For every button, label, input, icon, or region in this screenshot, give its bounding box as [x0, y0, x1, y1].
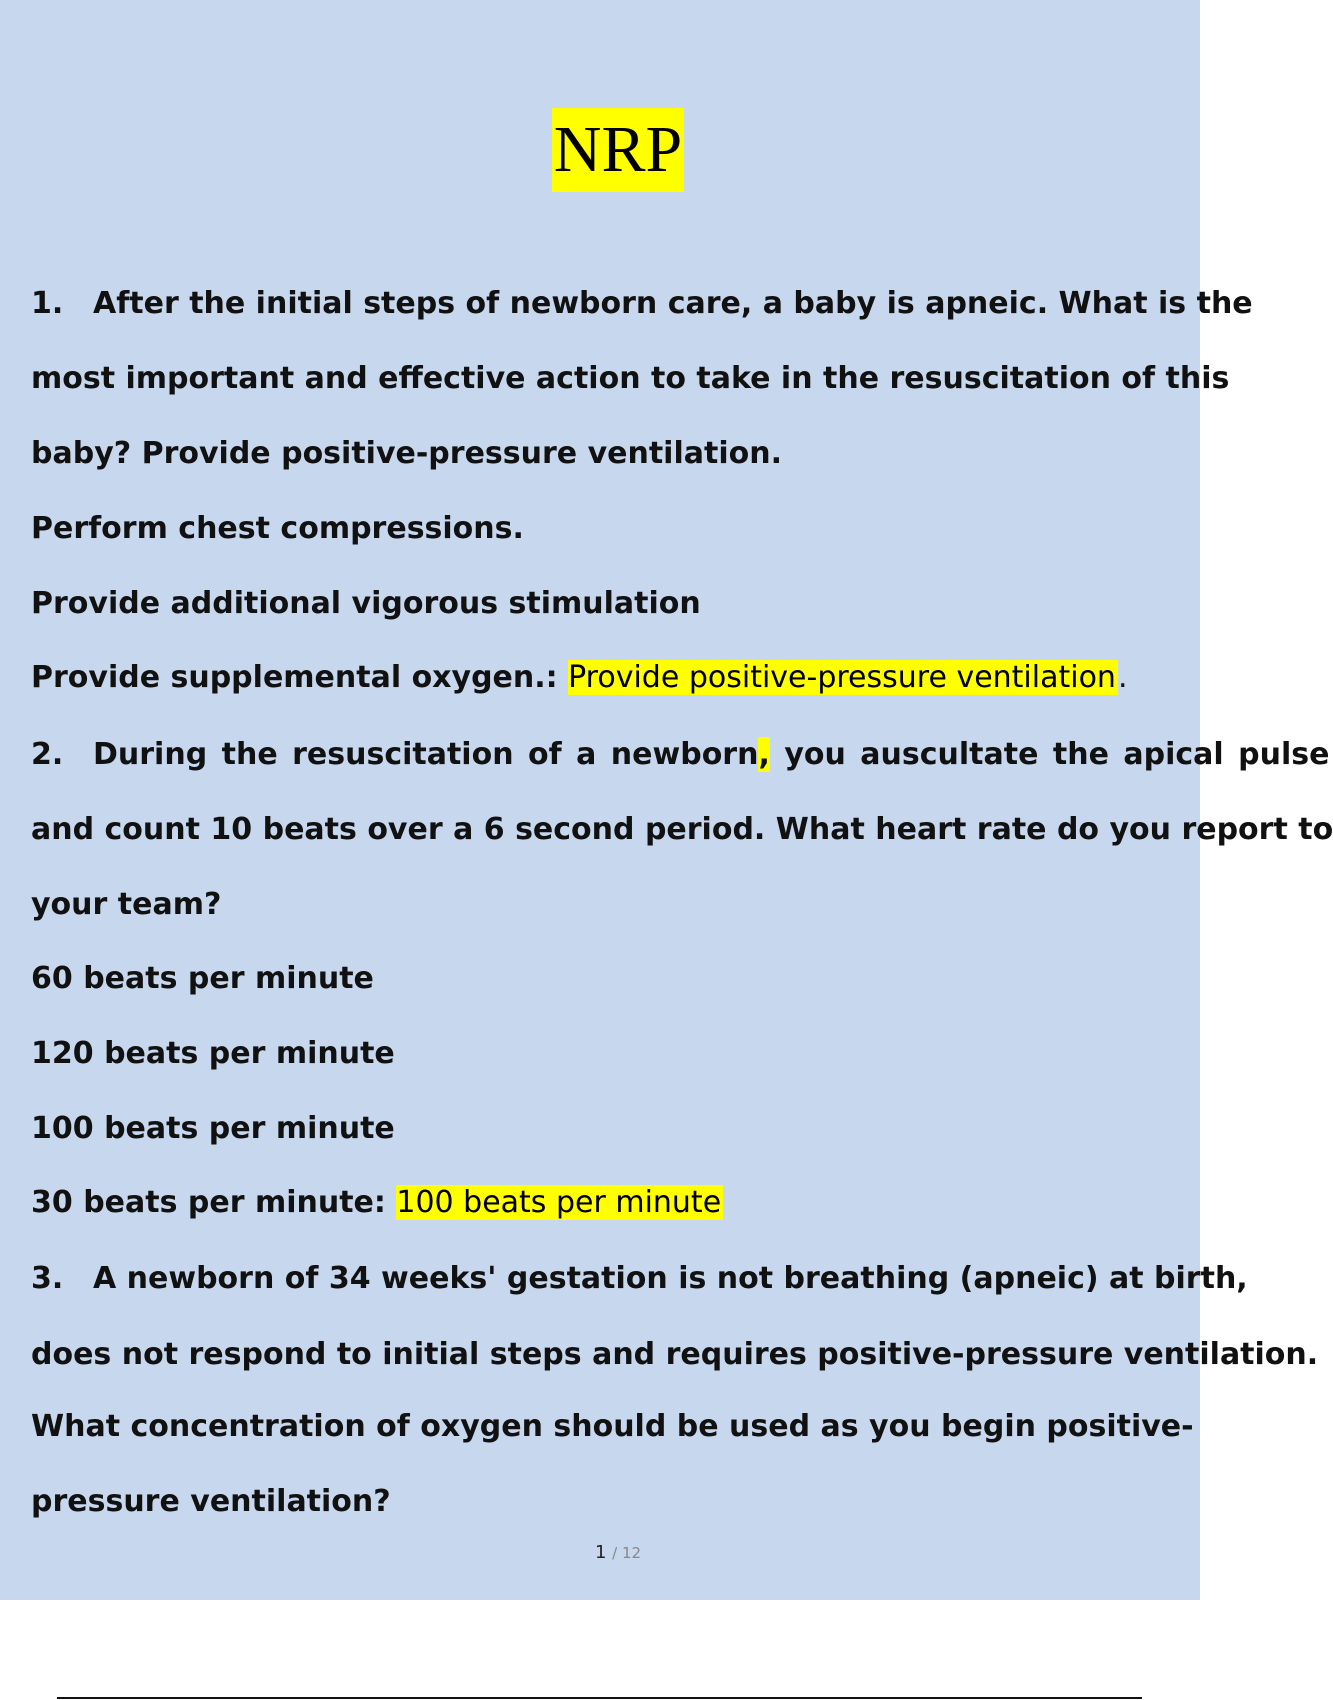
question-3-line-2: does not respond to initial steps and requires positive-pressure ventilation. — [31, 1337, 1319, 1372]
question-1-answer-period: . — [1117, 660, 1128, 695]
question-2-comma-mark: , — [758, 737, 770, 772]
question-2-option-4 — [31, 1182, 723, 1224]
question-1-option-3-text: Provide supplemental oxygen.: — [31, 660, 558, 695]
question-1-line-3: baby? Provide positive-pressure ventilation. — [31, 436, 782, 471]
question-3-line-1 — [31, 1258, 1248, 1300]
question-2-answer-highlight: 100 beats per minute — [396, 1185, 722, 1220]
question-2-number: 2. — [31, 737, 64, 772]
question-2-option-4-text: 30 beats per minute: — [31, 1185, 386, 1220]
question-1-line-1 — [31, 283, 1253, 325]
question-2-option-3: 100 beats per minute — [31, 1111, 395, 1146]
question-1-line-2: most important and effective action to take in the resuscitation of this — [31, 361, 1230, 396]
question-1-number: 1. — [31, 286, 64, 321]
question-2-line-2: and count 10 beats over a 6 second period. What heart rate do you report to — [31, 812, 1333, 847]
question-2-option-2: 120 beats per minute — [31, 1036, 395, 1071]
question-2-text-1a: During the resuscitation of a newborn — [93, 737, 759, 772]
question-1-option-3 — [31, 657, 1128, 699]
question-2-option-1: 60 beats per minute — [31, 961, 374, 996]
document-title: NRP — [552, 108, 684, 192]
page-current: 1 — [594, 1542, 607, 1563]
title-container — [0, 108, 1236, 192]
question-2-text-1b: you auscultate the apical pulse — [784, 737, 1330, 772]
question-3-line-4: pressure ventilation? — [31, 1484, 391, 1519]
next-page-divider — [57, 1697, 1142, 1699]
question-1-option-2: Provide additional vigorous stimulation — [31, 586, 701, 621]
page-indicator — [0, 1542, 1236, 1563]
question-1-text-1: After the initial steps of newborn care, a baby is apneic. What is the — [93, 286, 1253, 321]
question-1-option-1: Perform chest compressions. — [31, 511, 524, 546]
question-2-line-1 — [31, 734, 1330, 776]
question-3-text-1: A newborn of 34 weeks' gestation is not breathing (apneic) at birth, — [93, 1261, 1248, 1296]
question-3-line-3: What concentration of oxygen should be used as you begin positive- — [31, 1409, 1194, 1444]
question-3-number: 3. — [31, 1261, 64, 1296]
question-1-answer-highlight: Provide positive-pressure ventilation — [568, 660, 1116, 695]
question-2-line-3: your team? — [31, 887, 222, 922]
page-total: / 12 — [612, 1544, 642, 1562]
